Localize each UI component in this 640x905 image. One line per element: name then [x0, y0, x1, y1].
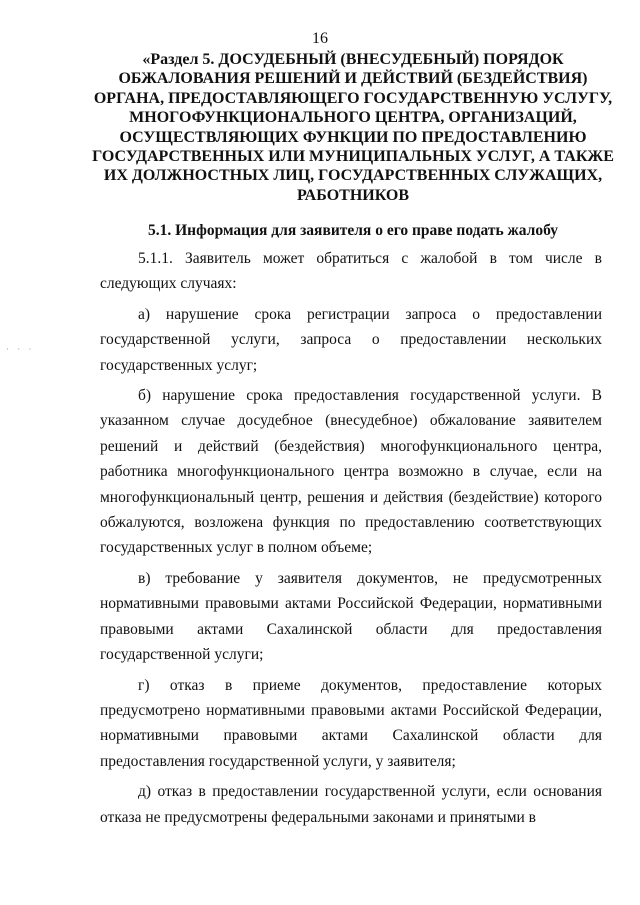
- margin-scan-mark: · · ·: [6, 344, 35, 354]
- body-text: [100, 246, 602, 835]
- paragraph-item-a: а) нарушение срока регистрации запроса о предоставлении государственной услуги, запроса о предоставлении нескольких государственных услуг;: [100, 305, 602, 374]
- paragraph-item-g: г) отказ в приеме документов, предоставление которых предусмотрено нормативными правовыми актами Российской Федерации, нормативными правовыми актами Сахалинской области для предоставления государственной услуги, у заявителя;: [100, 676, 602, 770]
- subsection-title: 5.1. Информация для заявителя о его праве подать жалобу: [147, 222, 558, 239]
- paragraph-item-b: б) нарушение срока предоставления государственной услуги. В указанном случае досудебное (внесудебное) обжалование заявителем решений и действий (бездействия) многофункционального центра, работника многофункционального центра возможно в случае, если на многофункциональный центр, решения и действия (бездействие) которого обжалуются, возложена функция по предоставлению соответствующих государственных услуг в полном объеме;: [100, 387, 602, 557]
- page-number: 16: [312, 30, 328, 47]
- section-title: «Раздел 5. ДОСУДЕБНЫЙ (ВНЕСУДЕБНЫЙ) ПОРЯДОК ОБЖАЛОВАНИЯ РЕШЕНИЙ И ДЕЙСТВИЙ (БЕЗДЕЙСТВИЯ) ОРГАНА, ПРЕДОСТАВЛЯЮЩЕГО ГОСУДАРСТВЕННУЮ УСЛУГУ, МНОГОФУНКЦИОНАЛЬНОГО ЦЕНТРА, ОРГАНИЗАЦИЙ, ОСУЩЕСТВЛЯЮЩИХ ФУНКЦИИ ПО ПРЕДОСТАВЛЕНИЮ ГОСУДАРСТВЕННЫХ ИЛИ МУНИЦИПАЛЬНЫХ УСЛУГ, А ТАКЖЕ ИХ ДОЛЖНОСТНЫХ ЛИЦ, ГОСУДАРСТВЕННЫХ СЛУЖАЩИХ, РАБОТНИКОВ: [92, 51, 614, 204]
- paragraph-item-v: в) требование у заявителя документов, не предусмотренных нормативными правовыми актами Российской Федерации, нормативными правовыми актами Сахалинской области для предоставления государственной услуги;: [100, 569, 602, 664]
- paragraph-5-1-1: 5.1.1. Заявитель может обратиться с жалобой в том числе в следующих случаях:: [100, 250, 602, 293]
- paragraph-item-d: д) отказ в предоставлении государственной услуги, если основания отказа не предусмотрены федеральными законами и принятыми в: [100, 783, 602, 826]
